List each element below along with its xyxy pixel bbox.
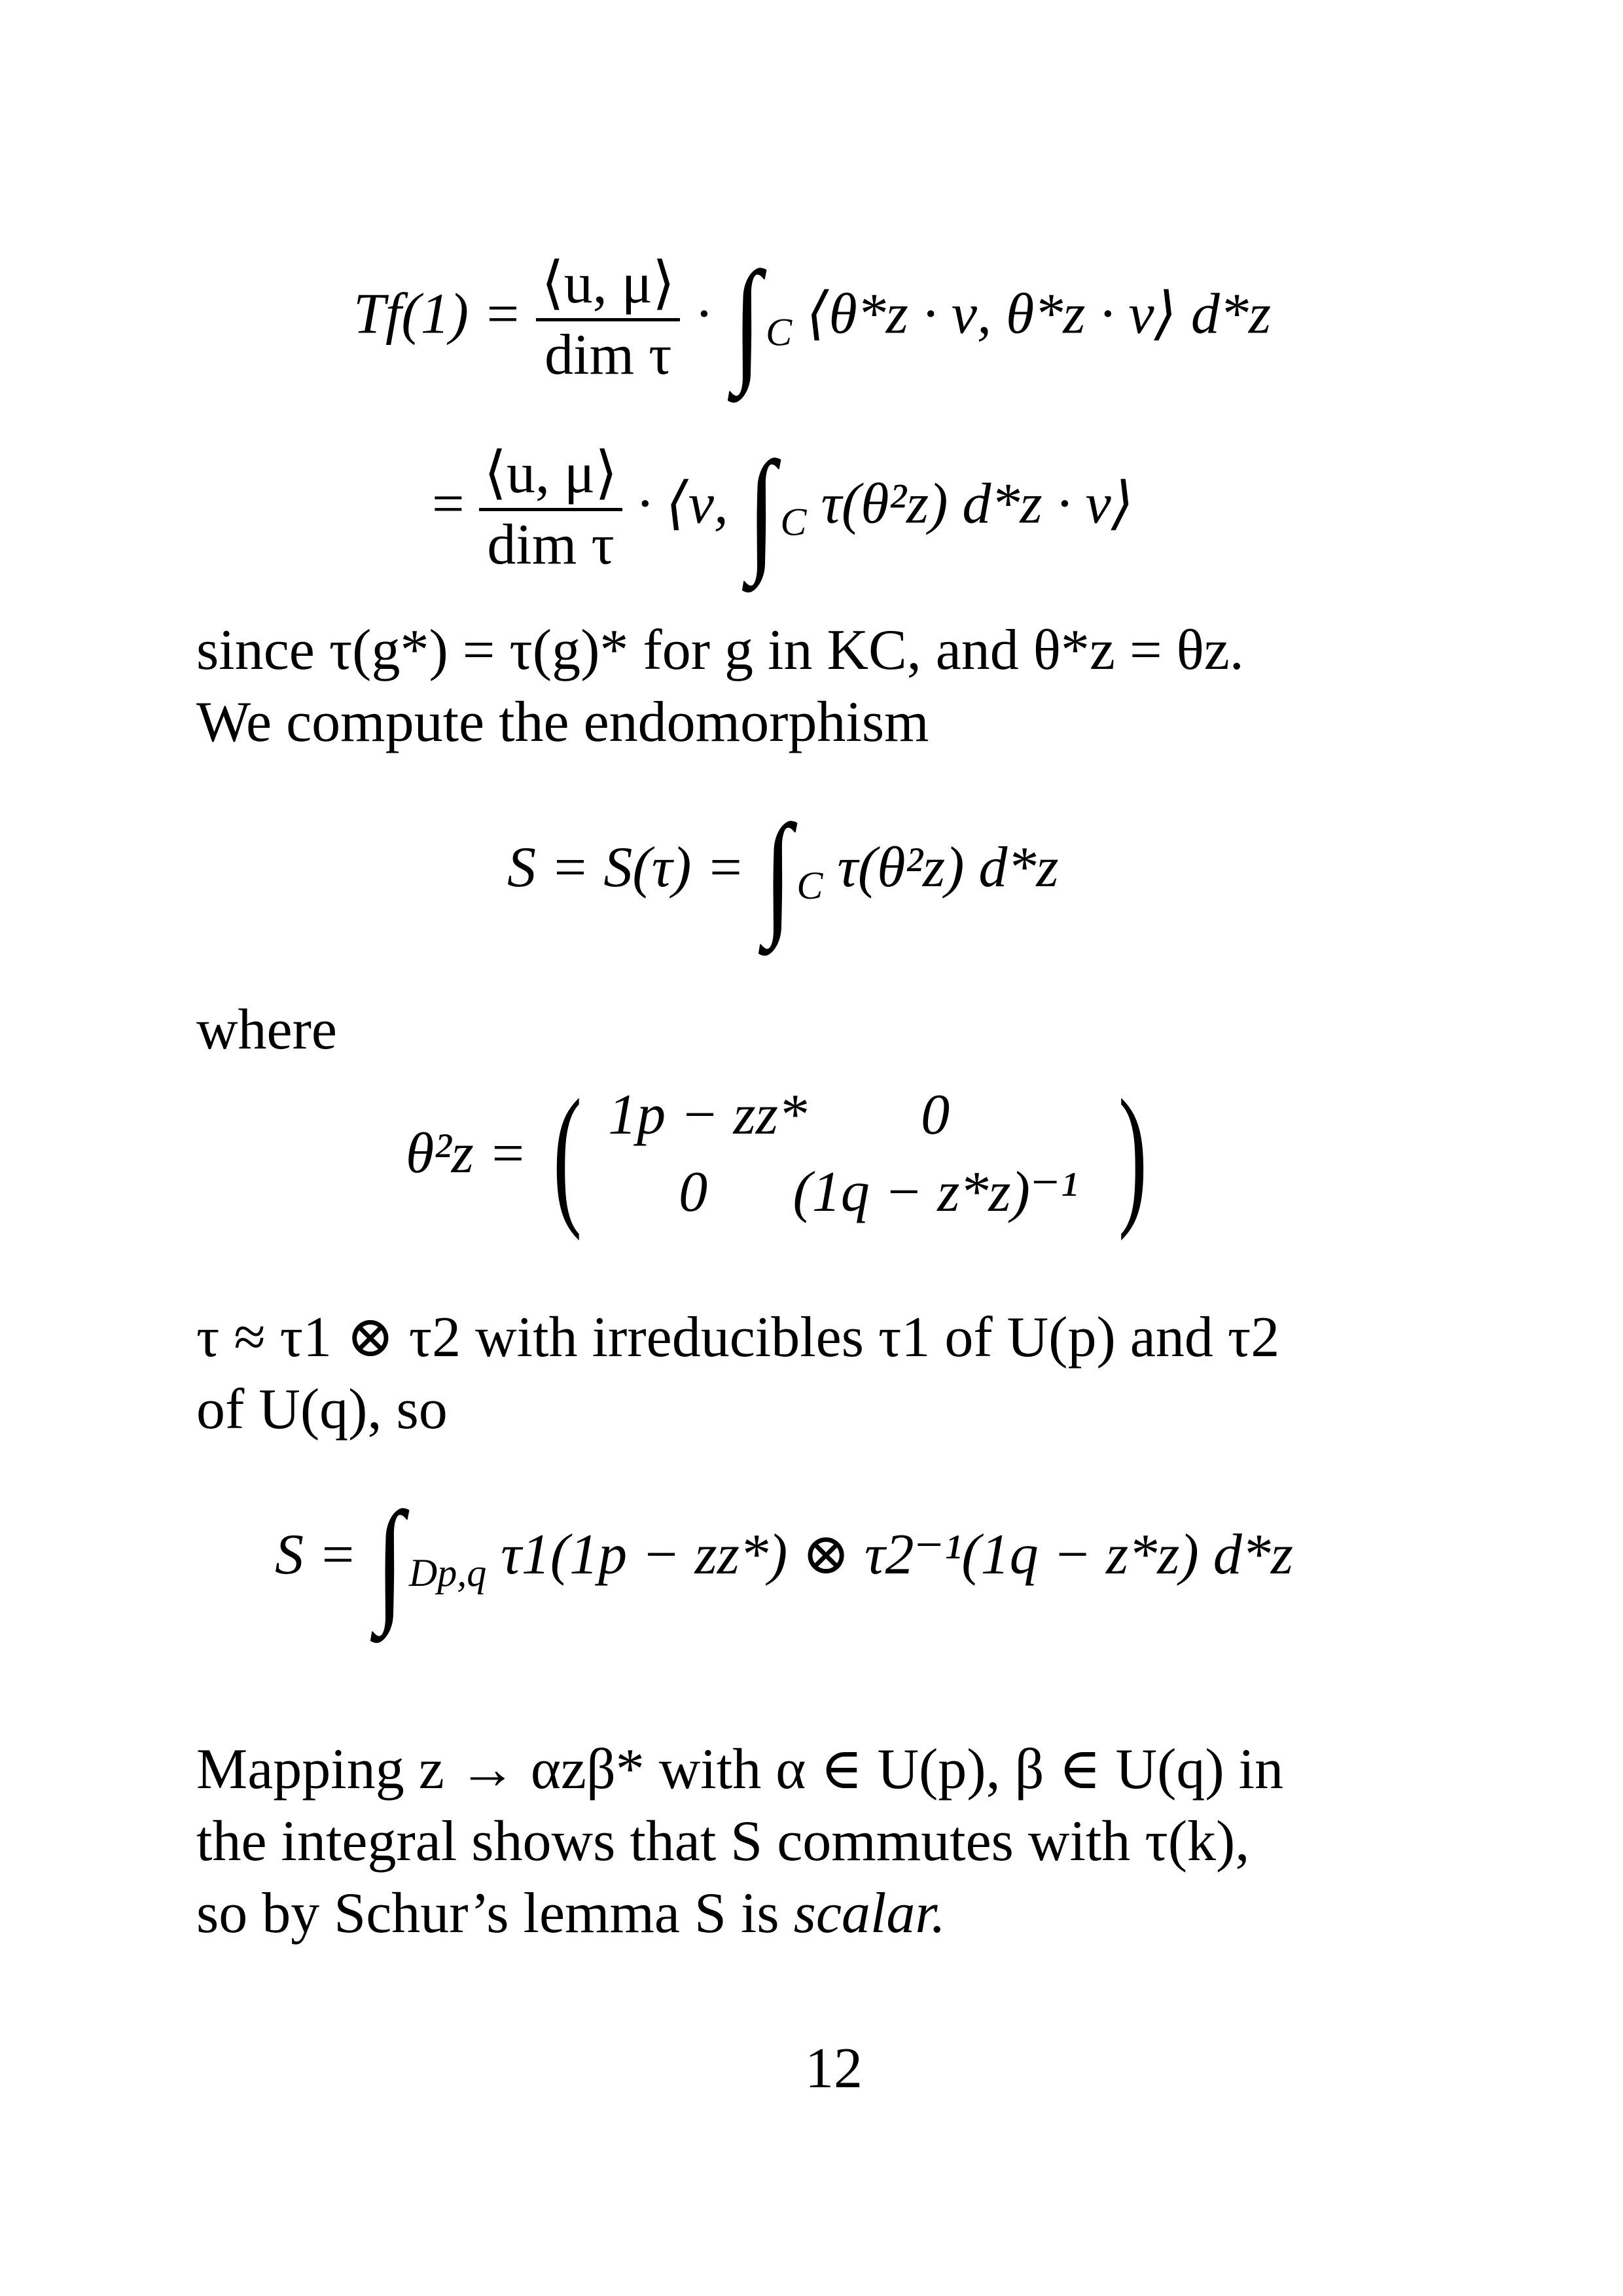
- equation-5: [275, 1484, 1294, 1636]
- eq5-int-sub: Dp,q: [408, 1551, 487, 1594]
- text-line-6: Mapping z → αzβ* with α ∈ U(p), β ∈ U(q) in: [196, 1738, 1284, 1801]
- equation-1: [353, 243, 1272, 396]
- eq4-m22: (1q − z*z)⁻¹: [793, 1160, 1078, 1224]
- eq1-lhs: Tf(1) =: [353, 282, 522, 346]
- eq1-int-sub: C: [766, 310, 793, 354]
- text-line-7: the integral shows that S commutes with τ(k),: [196, 1810, 1250, 1873]
- text-line-3: where: [196, 998, 337, 1062]
- text-line-2: We compute the endomorphism: [196, 691, 929, 754]
- page-number: 12: [805, 2037, 863, 2100]
- eq4-matrix: [608, 1083, 1092, 1224]
- text-line-8: [196, 1882, 946, 1945]
- text-line-8-emph: scalar.: [793, 1882, 946, 1945]
- text-line-5: of U(q), so: [196, 1378, 448, 1441]
- eq1-integrand: ⟨θ*z · ν, θ*z · v⟩ d*z: [806, 282, 1272, 346]
- eq4-m12: 0: [921, 1083, 950, 1147]
- eq2-integrand: τ(θ²z) d*z · v⟩: [821, 472, 1134, 536]
- eq5-lhs: S =: [275, 1523, 357, 1587]
- text-line-1: since τ(g*) = τ(g)* for g in KC, and θ*z = θz.: [196, 619, 1244, 682]
- equation-2: [432, 433, 1134, 586]
- text-line-8-prefix: so by Schur’s lemma S is: [196, 1882, 794, 1945]
- eq4-m11: 1p − zz*: [608, 1083, 808, 1147]
- integral-sign-icon: ∫: [747, 433, 776, 586]
- equation-3: [507, 797, 1059, 949]
- text-line-4: τ ≈ τ1 ⊗ τ2 with irreducibles τ1 of U(p) and τ2: [196, 1306, 1280, 1369]
- eq2-fraction: [479, 442, 623, 577]
- eq1-dot: ·: [694, 282, 714, 346]
- integral-sign-icon: ∫: [764, 797, 793, 949]
- eq1-fraction: [536, 252, 680, 387]
- eq3-integrand: τ(θ²z) d*z: [837, 836, 1059, 900]
- eq1-frac-num: ⟨u, μ⟩: [541, 252, 675, 315]
- integral-sign-icon: ∫: [732, 243, 761, 396]
- eq2-frac-num: ⟨u, μ⟩: [484, 442, 618, 505]
- left-paren-icon: (: [553, 1067, 582, 1241]
- eq3-int-sub: C: [796, 863, 823, 907]
- integral-sign-icon: ∫: [376, 1484, 404, 1636]
- eq2-mid: · ⟨ν,: [637, 472, 728, 536]
- eq2-int-sub: C: [780, 500, 807, 544]
- eq4-m21: 0: [679, 1160, 708, 1224]
- eq5-integrand: τ1(1p − zz*) ⊗ τ2⁻¹(1q − z*z) d*z: [501, 1523, 1294, 1587]
- eq2-lhs: =: [432, 472, 465, 536]
- eq3-lhs: S = S(τ) =: [507, 836, 745, 900]
- eq4-lhs: θ²z =: [406, 1122, 527, 1185]
- eq1-frac-den: dim τ: [544, 323, 672, 387]
- equation-4: [406, 1067, 1159, 1241]
- eq2-frac-den: dim τ: [487, 513, 615, 577]
- right-paren-icon: ): [1118, 1067, 1148, 1241]
